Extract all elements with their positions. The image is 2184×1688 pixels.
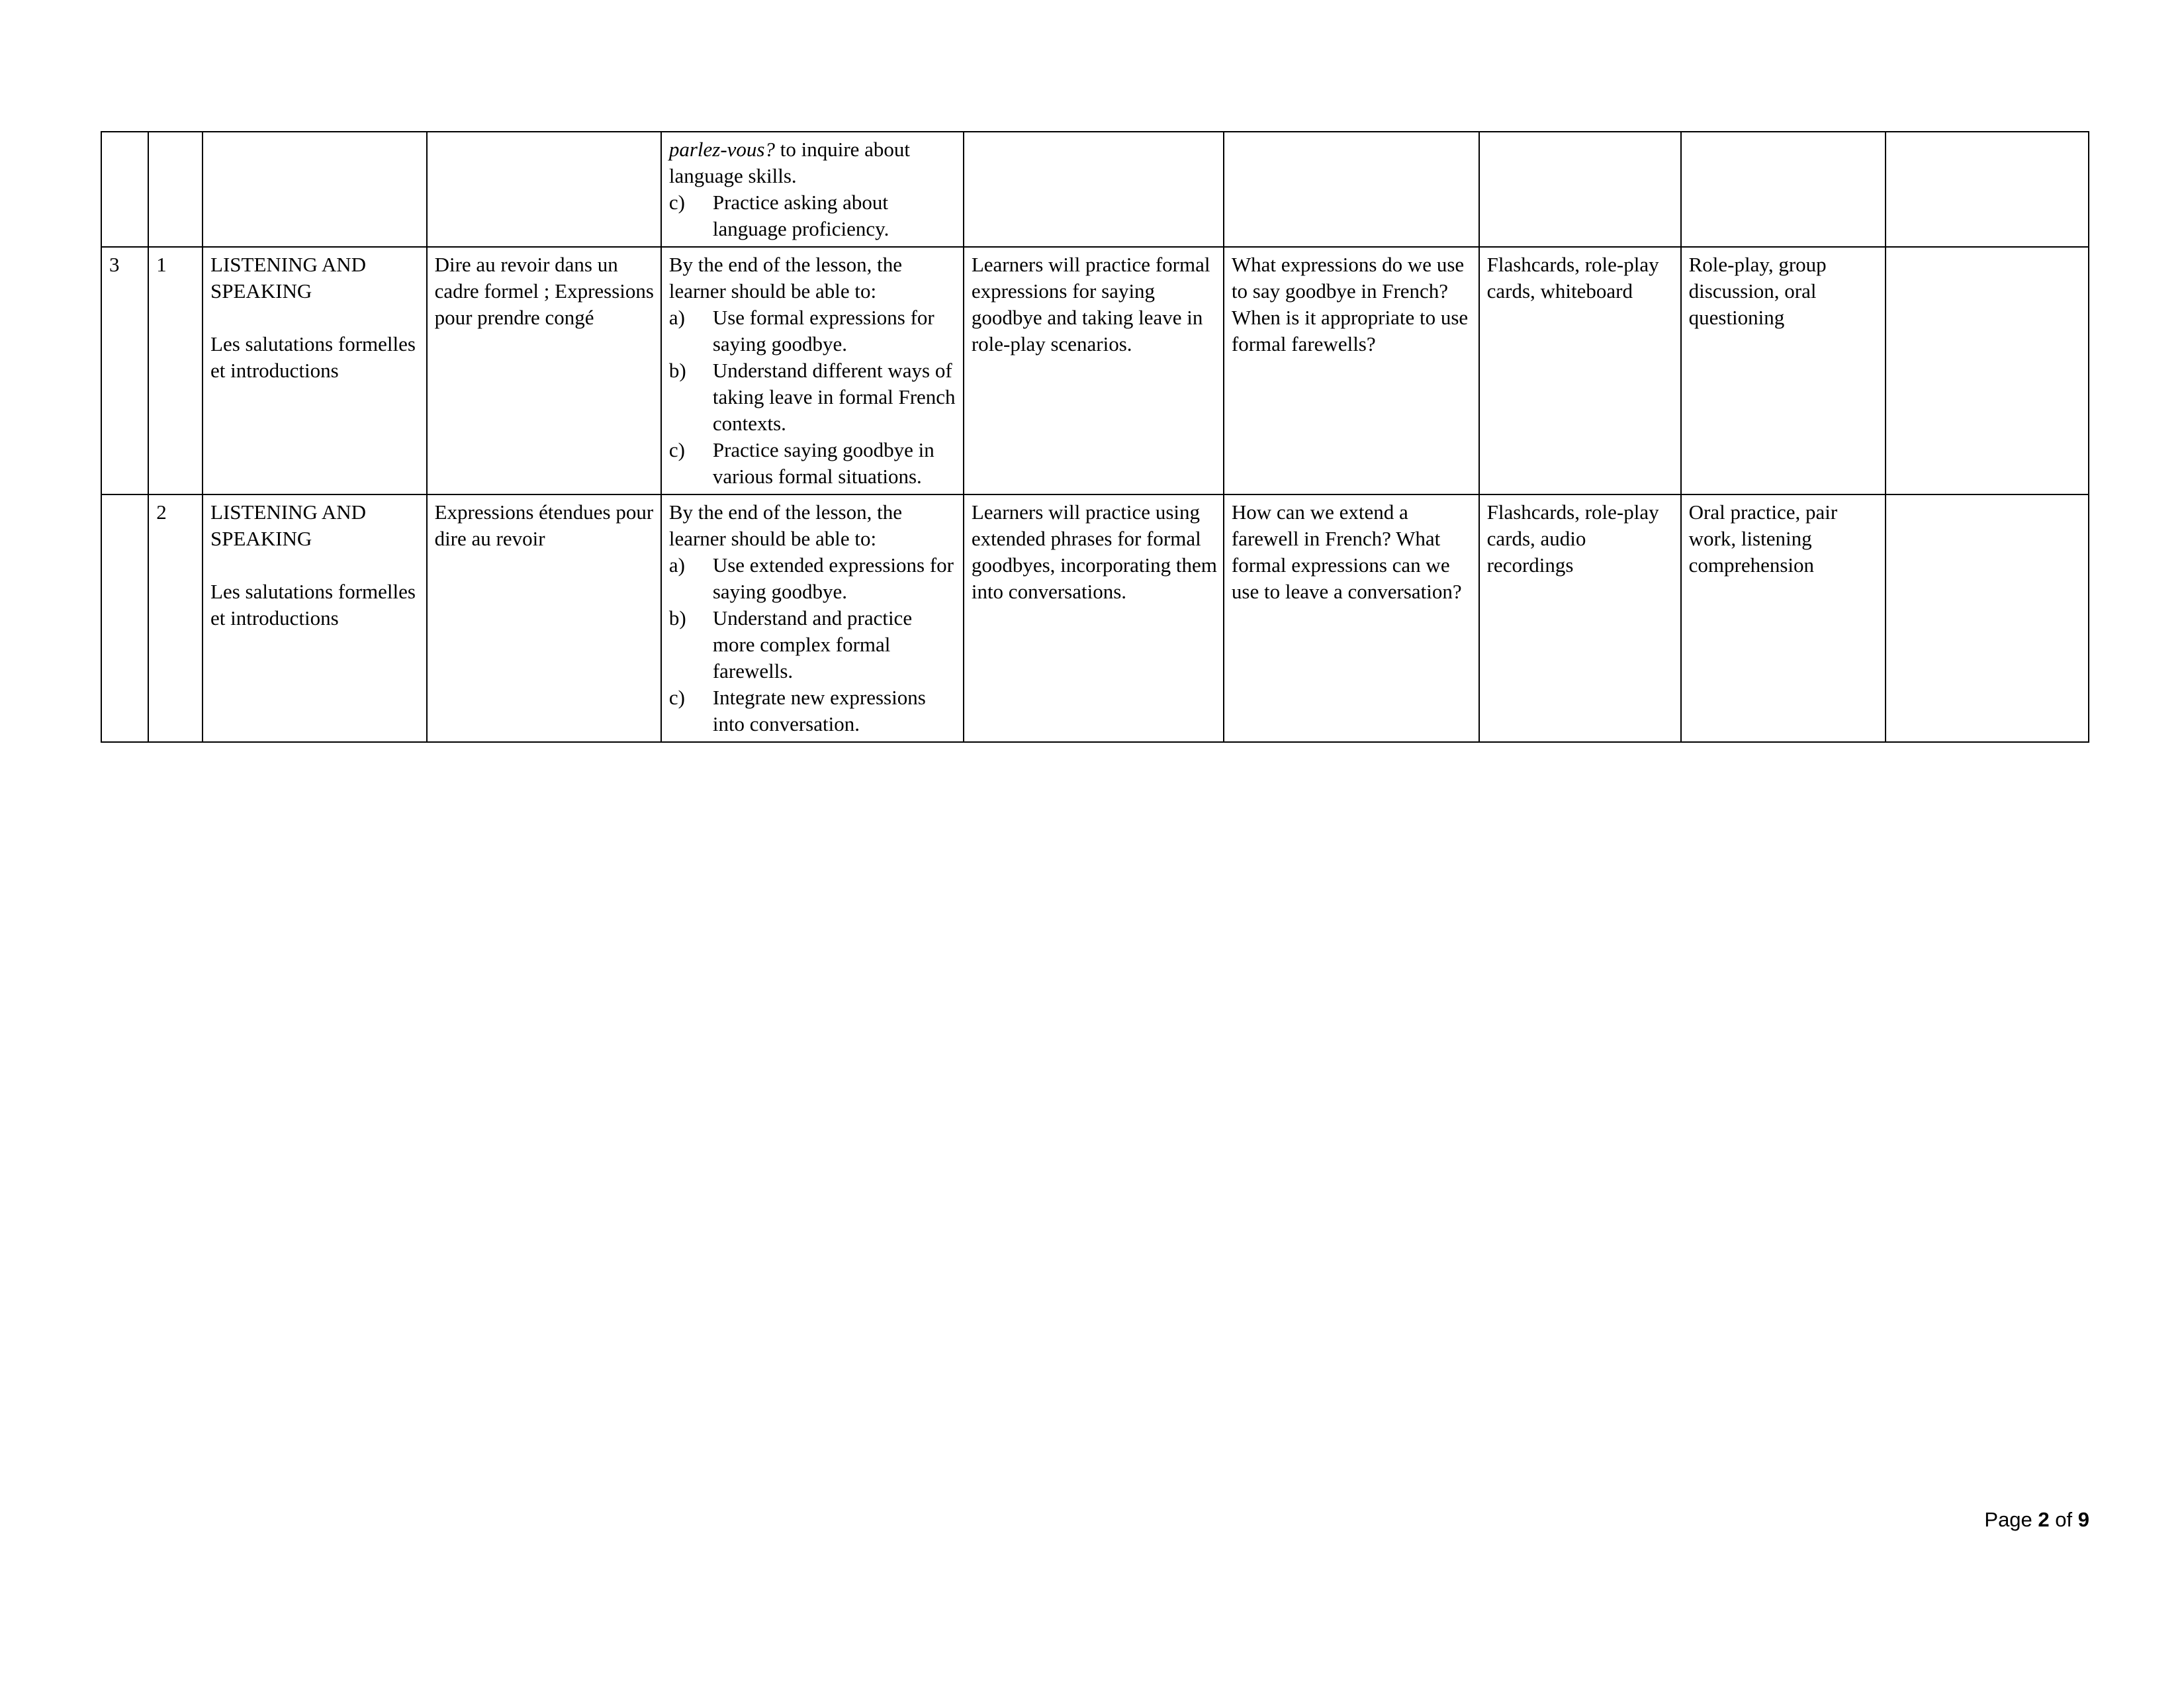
table-row bbox=[101, 247, 2089, 494]
list-text: Integrate new expressions into conversation. bbox=[712, 685, 926, 735]
objectives-lead: By the end of the lesson, the learner should be able to: bbox=[668, 500, 902, 550]
cell-week: 3 bbox=[101, 247, 148, 494]
footer-current-page: 2 bbox=[2038, 1508, 2050, 1531]
footer-total-pages: 9 bbox=[2077, 1508, 2089, 1531]
list-marker: a) bbox=[668, 305, 685, 329]
list-text: Use formal expressions for saying goodbye. bbox=[712, 305, 934, 355]
list-marker: a) bbox=[668, 553, 685, 577]
cell-content: Expressions étendues pour dire au revoir bbox=[427, 494, 661, 742]
objectives-continuation bbox=[669, 136, 957, 189]
list-text: Understand and practice more complex formal farewells. bbox=[712, 606, 913, 682]
page-footer bbox=[1984, 1508, 2089, 1532]
cell-reflection bbox=[1886, 132, 2089, 247]
footer-middle: of bbox=[2049, 1508, 2078, 1531]
cell-objectives bbox=[661, 132, 964, 247]
cell-assessment-methods: Role-play, group discussion, oral questioning bbox=[1681, 247, 1886, 494]
cell-strand bbox=[203, 247, 427, 494]
cell-lesson bbox=[148, 132, 203, 247]
list-marker: b) bbox=[668, 358, 686, 382]
cell-learning-experiences: Learners will practice using extended phrases for formal goodbyes, incorporating them into conversations. bbox=[964, 494, 1224, 742]
scheme-of-work-table bbox=[101, 131, 2089, 743]
table-row bbox=[101, 494, 2089, 742]
objectives-list-item bbox=[669, 437, 957, 490]
list-marker: c) bbox=[668, 438, 685, 461]
footer-prefix: Page bbox=[1984, 1508, 2038, 1531]
list-text: Practice saying goodbye in various formal situations. bbox=[712, 438, 934, 488]
objectives-lead: By the end of the lesson, the learner should be able to: bbox=[668, 252, 902, 303]
cell-objectives bbox=[661, 494, 964, 742]
objectives-list-item bbox=[669, 605, 957, 684]
strand-label: LISTENING AND SPEAKING bbox=[210, 500, 367, 550]
cell-week bbox=[101, 494, 148, 742]
list-marker: c) bbox=[668, 190, 685, 214]
cell-strand bbox=[203, 494, 427, 742]
strand-label: LISTENING AND SPEAKING bbox=[210, 252, 367, 303]
objectives-list-item bbox=[669, 357, 957, 437]
cell-assessment-methods: Oral practice, pair work, listening comprehension bbox=[1681, 494, 1886, 742]
cell-strand bbox=[203, 132, 427, 247]
objectives-list bbox=[669, 189, 957, 242]
cell-learning-resources: Flashcards, role-play cards, whiteboard bbox=[1479, 247, 1681, 494]
cell-objectives bbox=[661, 247, 964, 494]
objectives-continuation-text: to inquire about language skills. bbox=[668, 138, 911, 187]
objectives-list-item bbox=[669, 305, 957, 357]
cell-key-inquiry-questions bbox=[1224, 132, 1479, 247]
cell-learning-experiences bbox=[964, 132, 1224, 247]
cell-key-inquiry-questions: What expressions do we use to say goodbye in French? When is it appropriate to use formal farewells? bbox=[1224, 247, 1479, 494]
objectives-list bbox=[669, 305, 957, 490]
objectives-italic-phrase: parlez-vous? bbox=[668, 138, 775, 161]
objectives-list-item bbox=[669, 189, 957, 242]
cell-learning-resources: Flashcards, role-play cards, audio recordings bbox=[1479, 494, 1681, 742]
cell-learning-resources bbox=[1479, 132, 1681, 247]
strand-spacer bbox=[210, 552, 420, 579]
list-text: Understand different ways of taking leave in formal French contexts. bbox=[712, 358, 956, 435]
list-marker: b) bbox=[668, 606, 686, 630]
list-marker: c) bbox=[668, 685, 685, 709]
cell-content bbox=[427, 132, 661, 247]
objectives-list-item bbox=[669, 684, 957, 737]
cell-assessment-methods bbox=[1681, 132, 1886, 247]
list-text: Use extended expressions for saying goodbye. bbox=[712, 553, 954, 603]
cell-reflection bbox=[1886, 247, 2089, 494]
objectives-list-item bbox=[669, 552, 957, 605]
strand-spacer bbox=[210, 305, 420, 331]
objectives-list bbox=[669, 552, 957, 737]
cell-content: Dire au revoir dans un cadre formel ; Expressions pour prendre congé bbox=[427, 247, 661, 494]
cell-reflection bbox=[1886, 494, 2089, 742]
list-text: Practice asking about language proficiency. bbox=[712, 190, 889, 240]
cell-key-inquiry-questions: How can we extend a farewell in French? What formal expressions can we use to leave a conversation? bbox=[1224, 494, 1479, 742]
cell-learning-experiences: Learners will practice formal expressions for saying goodbye and taking leave in role-play scenarios. bbox=[964, 247, 1224, 494]
sub-strand-label: Les salutations formelles et introductions bbox=[210, 579, 416, 630]
sub-strand-label: Les salutations formelles et introductions bbox=[210, 332, 416, 382]
cell-week bbox=[101, 132, 148, 247]
table-row bbox=[101, 132, 2089, 247]
cell-lesson: 2 bbox=[148, 494, 203, 742]
cell-lesson: 1 bbox=[148, 247, 203, 494]
